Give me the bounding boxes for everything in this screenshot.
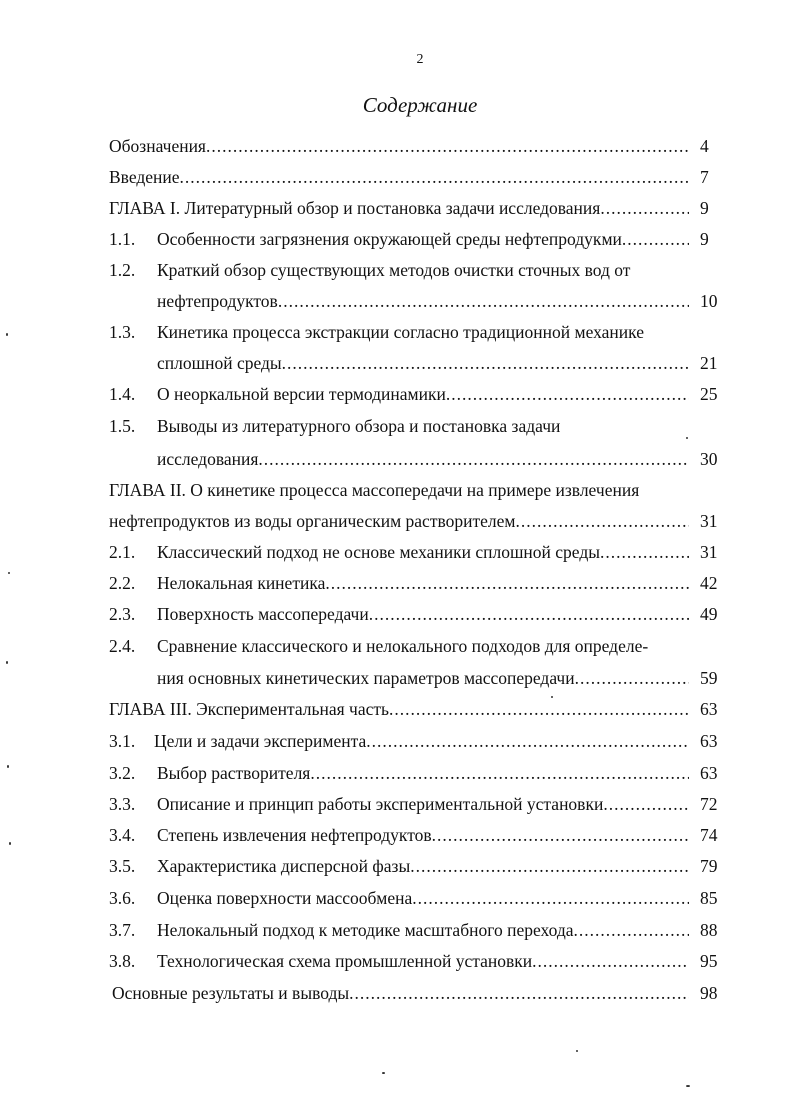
toc-entry-label: Основные результаты и выводы bbox=[112, 983, 350, 1003]
toc-entry-label: ния основных кинетических параметров массопередачи bbox=[157, 668, 575, 688]
leader-dots bbox=[622, 224, 689, 254]
toc-entry-label: Обозначения bbox=[109, 136, 206, 156]
toc-entry-page: 98 bbox=[700, 983, 718, 1003]
leader-dots bbox=[389, 694, 689, 724]
toc-entry-page: 95 bbox=[700, 951, 718, 971]
leader-dots bbox=[575, 663, 689, 693]
toc-entry-page: 88 bbox=[700, 920, 718, 940]
leader-dots bbox=[282, 348, 689, 378]
page-title: Содержание bbox=[362, 93, 478, 117]
toc-entry-page: 72 bbox=[700, 794, 718, 814]
toc-entry-label: Характеристика дисперсной фазы bbox=[157, 856, 411, 876]
toc-entry-page: 30 bbox=[700, 449, 718, 469]
leader-dots bbox=[446, 379, 689, 409]
toc-entry-page: 63 bbox=[700, 763, 718, 783]
toc-entry-number: 1.1. bbox=[109, 229, 136, 249]
toc-entry-page: 25 bbox=[700, 384, 718, 404]
leader-dots bbox=[310, 758, 689, 788]
toc-entry-page: 31 bbox=[700, 511, 718, 531]
toc-entry-page: 10 bbox=[700, 291, 718, 311]
toc-entry-page: 9 bbox=[700, 229, 709, 249]
toc-entry-label: Краткий обзор существующих методов очистки сточных вод от bbox=[157, 260, 631, 280]
toc-entry-label: нефтепродуктов bbox=[157, 291, 278, 311]
toc-entry-label: Сравнение классического и нелокального подходов для определе- bbox=[157, 636, 649, 656]
toc-entry-number: 1.5. bbox=[109, 416, 136, 436]
toc-entry-number: 1.2. bbox=[109, 260, 136, 280]
leader-dots bbox=[600, 193, 689, 223]
toc-entry-label: Классический подход не основе механики сплошной среды bbox=[157, 542, 600, 562]
toc-entry-page: 7 bbox=[700, 167, 709, 187]
toc-entry-label: нефтепродуктов из воды органическим растворителем bbox=[109, 511, 516, 531]
toc-entry-page: 63 bbox=[700, 731, 718, 751]
leader-dots bbox=[603, 789, 689, 819]
scan-speck bbox=[9, 842, 11, 845]
leader-dots bbox=[278, 286, 689, 316]
toc-entry-number: 2.2. bbox=[109, 573, 136, 593]
toc-entry-page: 42 bbox=[700, 573, 718, 593]
leader-dots bbox=[325, 568, 689, 598]
leader-dots bbox=[258, 444, 689, 474]
toc-entry-label: Введение bbox=[109, 167, 180, 187]
toc-entry-number: 2.4. bbox=[109, 636, 136, 656]
scan-speck bbox=[6, 333, 8, 336]
toc-entry-number: 3.6. bbox=[109, 888, 136, 908]
toc-entry-number: 3.2. bbox=[109, 763, 136, 783]
toc-entry-label: Нелокальный подход к методике масштабного перехода bbox=[157, 920, 574, 940]
scan-speck bbox=[686, 437, 688, 439]
toc-entry-number: 3.8. bbox=[109, 951, 136, 971]
toc-entry-number: 2.3. bbox=[109, 604, 136, 624]
toc-entry-number: 3.4. bbox=[109, 825, 136, 845]
toc-entry-label: Технологическая схема промышленной установки bbox=[157, 951, 533, 971]
toc-entry-page: 79 bbox=[700, 856, 718, 876]
page-number: 2 bbox=[416, 52, 424, 67]
toc-entry-number: 3.7. bbox=[109, 920, 136, 940]
scan-speck bbox=[382, 1072, 385, 1074]
leader-dots bbox=[410, 851, 689, 881]
toc-entry-label: Степень извлечения нефтепродуктов bbox=[157, 825, 432, 845]
toc-entry-label: Особенности загрязнения окружающей среды нефтепродукми bbox=[157, 229, 622, 249]
scan-speck bbox=[551, 696, 553, 698]
leader-dots bbox=[369, 599, 689, 629]
scan-speck bbox=[7, 765, 9, 768]
toc-entry-page: 49 bbox=[700, 604, 718, 624]
toc-entry-label: исследования bbox=[157, 449, 259, 469]
toc-entry-label: ГЛАВА I. Литературный обзор и постановка задачи исследования bbox=[109, 198, 601, 218]
toc-entry-label: Оценка поверхности массообмена bbox=[157, 888, 413, 908]
leader-dots bbox=[532, 946, 689, 976]
toc-entry-label: Выводы из литературного обзора и постановка задачи bbox=[157, 416, 561, 436]
scan-speck bbox=[6, 661, 8, 664]
toc-entry-label: Нелокальная кинетика bbox=[157, 573, 326, 593]
toc-entry-number: 3.3. bbox=[109, 794, 136, 814]
toc-entry-label: Цели и задачи эксперимента bbox=[154, 731, 367, 751]
toc-entry-number: 2.1. bbox=[109, 542, 136, 562]
toc-entry-number: 3.5. bbox=[109, 856, 136, 876]
toc-entry-label: ГЛАВА III. Экспериментальная часть bbox=[109, 699, 389, 719]
toc-entry-page: 59 bbox=[700, 668, 718, 688]
toc-entry-page: 4 bbox=[700, 136, 709, 156]
leader-dots bbox=[515, 506, 689, 536]
leader-dots bbox=[180, 162, 689, 192]
toc-entry-page: 74 bbox=[700, 825, 718, 845]
toc-entry-number: 1.3. bbox=[109, 322, 136, 342]
leader-dots bbox=[412, 883, 689, 913]
scan-speck bbox=[686, 1085, 690, 1087]
leader-dots bbox=[206, 131, 689, 161]
leader-dots bbox=[574, 915, 689, 945]
toc-entry-page: 85 bbox=[700, 888, 718, 908]
toc-entry-page: 9 bbox=[700, 198, 709, 218]
toc-entry-page: 63 bbox=[700, 699, 718, 719]
toc-entry-number: 3.1. bbox=[109, 731, 136, 751]
toc-entry-label: Поверхность массопередачи bbox=[157, 604, 369, 624]
toc-entry-page: 21 bbox=[700, 353, 718, 373]
toc-entry-label: ГЛАВА II. О кинетике процесса массопередачи на примере извлечения bbox=[109, 480, 640, 500]
leader-dots bbox=[432, 820, 689, 850]
toc-entry-number: 1.4. bbox=[109, 384, 136, 404]
toc-entry-label: сплошной среды bbox=[157, 353, 282, 373]
toc-entry-label: О неоркальной версии термодинамики bbox=[157, 384, 446, 404]
toc-entry-label: Описание и принцип работы экспериментальной установки bbox=[157, 794, 604, 814]
leader-dots bbox=[366, 726, 689, 756]
leader-dots bbox=[600, 537, 689, 567]
toc-entry-label: Выбор растворителя bbox=[157, 763, 311, 783]
scan-speck bbox=[8, 572, 10, 574]
leader-dots bbox=[349, 978, 689, 1008]
toc-entry-label: Кинетика процесса экстракции согласно традиционной механике bbox=[157, 322, 644, 342]
toc-entry-page: 31 bbox=[700, 542, 718, 562]
scan-speck bbox=[576, 1050, 578, 1052]
